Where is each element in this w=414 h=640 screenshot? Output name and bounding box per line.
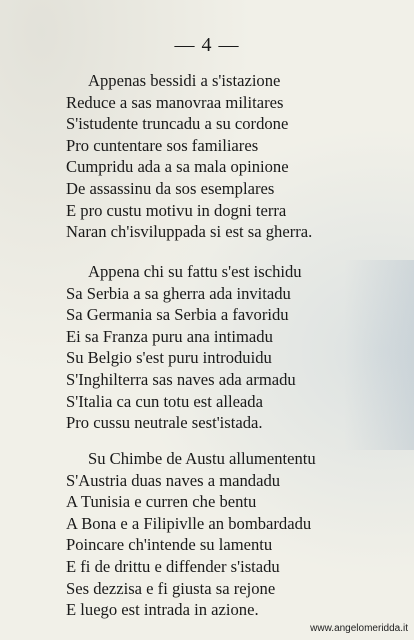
- verse-line: Reduce a sas manovraa militares: [66, 92, 284, 112]
- verse-line: Pro cussu neutrale sest'istada.: [66, 413, 263, 433]
- verse-line: Sa Germania sa Serbia a favoridu: [66, 305, 289, 325]
- verse-line: Sa Serbia a sa gherra ada invitadu: [66, 283, 291, 303]
- verse-line: Poincare ch'intende su lamentu: [66, 535, 273, 555]
- page-number: — 4 —: [174, 34, 240, 56]
- stanza-3: [66, 448, 396, 621]
- verse-line: E pro custu motivu in dogni terra: [66, 200, 287, 220]
- verse-line: Ei sa Franza puru ana intimadu: [66, 326, 273, 346]
- verse-line: Pro cuntentare sos familiares: [66, 135, 259, 155]
- verse-line: S'Italia ca cun totu est alleada: [66, 391, 263, 411]
- verse-line: A Tunisia e curren che bentu: [66, 492, 257, 512]
- verse-line: Naran ch'isviluppada si est sa gherra.: [66, 222, 313, 242]
- verse-line: S'Austria duas naves a mandadu: [66, 470, 281, 490]
- verse-line: S'Inghilterra sas naves ada armadu: [66, 369, 296, 389]
- website-watermark: www.angelomeridda.it: [310, 623, 408, 634]
- verse-line: E luego est intrada in azione.: [66, 600, 259, 620]
- verse-line: Appena chi su fattu s'est ischidu: [88, 262, 302, 281]
- verse-line: Appenas bessidi a s'istazione: [88, 71, 281, 90]
- verse-line: Su Belgio s'est puru introduidu: [66, 348, 272, 368]
- verse-line: De assassinu da sos esemplares: [66, 178, 275, 198]
- verse-line: Cumpridu ada a sa mala opinione: [66, 157, 289, 177]
- stanza-2: [66, 261, 396, 434]
- verse-line: Su Chimbe de Austu allumententu: [88, 449, 316, 468]
- stanza-1: [66, 70, 396, 243]
- verse-line: E fi de drittu e diffender s'istadu: [66, 556, 280, 576]
- verse-line: S'istudente truncadu a su cordone: [66, 114, 289, 134]
- verse-line: A Bona e a Filipivlle an bombardadu: [66, 513, 312, 533]
- verse-line: Ses dezzisa e fi giusta sa rejone: [66, 578, 276, 598]
